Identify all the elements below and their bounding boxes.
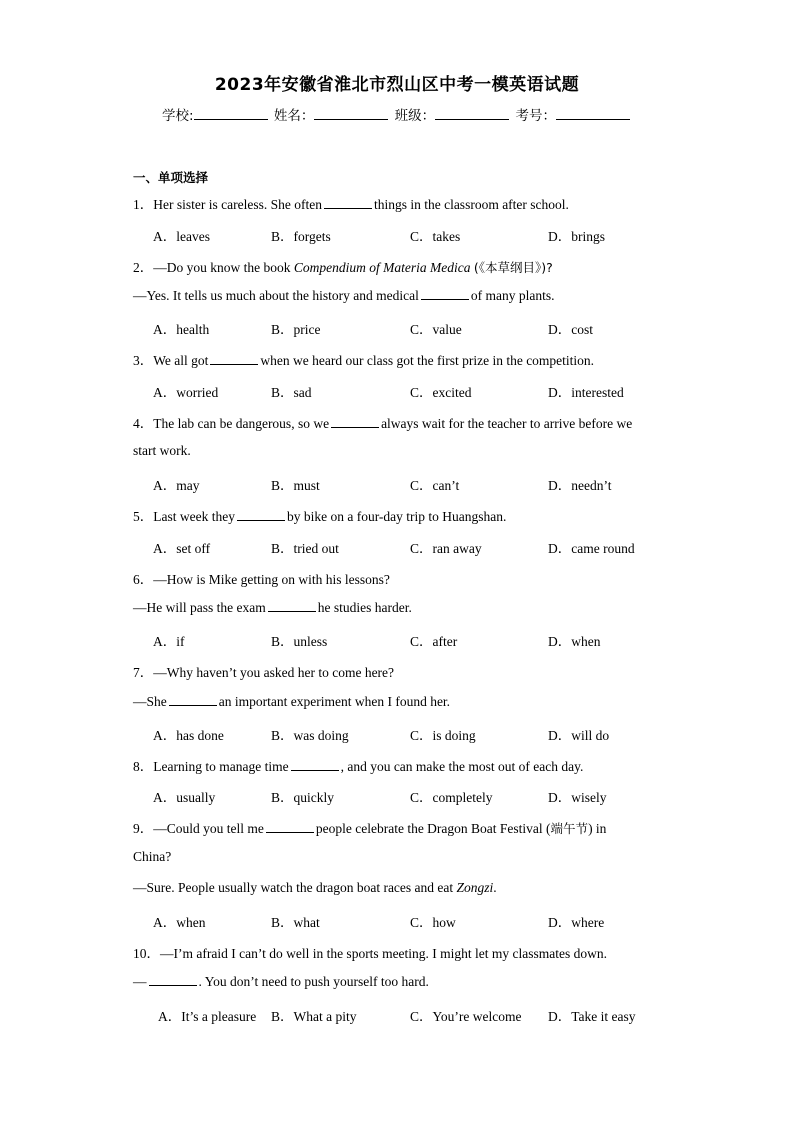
- option-b[interactable]: B．unless: [271, 634, 328, 649]
- question-number: 4．: [133, 416, 154, 431]
- question-text: ) in: [588, 821, 607, 836]
- question-number: 5．: [133, 509, 154, 524]
- school-label: 学校:: [162, 108, 194, 124]
- question-text: —Yes. It tells us much about the history and medical: [133, 288, 419, 303]
- question-text: —She: [133, 694, 167, 709]
- options-3: [153, 381, 673, 399]
- option-c[interactable]: C．You’re welcome: [410, 1009, 522, 1024]
- id-field[interactable]: [556, 107, 630, 120]
- option-c[interactable]: C．how: [410, 915, 456, 930]
- options-1: [153, 225, 673, 243]
- question-10-line-2: [133, 973, 429, 990]
- question-number: 9．: [133, 821, 154, 836]
- question-number: 10．: [133, 946, 160, 961]
- question-text: Zongzi: [456, 880, 494, 895]
- answer-blank: [268, 599, 316, 612]
- question-text: —How is Mike getting on with his lessons?: [153, 572, 390, 587]
- question-text: We all got: [153, 353, 209, 368]
- question-text: Her sister is careless. She often: [153, 197, 322, 212]
- options-10: [158, 1005, 678, 1023]
- question-text: always wait for the teacher to arrive before we: [381, 416, 633, 431]
- question-text: by bike on a four-day trip to Huangshan.: [286, 509, 507, 524]
- question-4: [133, 412, 632, 432]
- option-d[interactable]: D．when: [548, 634, 601, 649]
- option-c[interactable]: C．completely: [410, 790, 493, 805]
- option-a[interactable]: A．health: [153, 322, 210, 337]
- option-b[interactable]: B．what: [271, 915, 320, 930]
- page-title: 2023年安徽省淮北市烈山区中考一模英语试题: [214, 75, 580, 95]
- option-a[interactable]: A．when: [153, 915, 206, 930]
- question-text: .: [493, 880, 497, 895]
- option-d[interactable]: D．cost: [548, 322, 593, 337]
- question-text: 端午节: [550, 821, 589, 836]
- question-number: 2．: [133, 260, 154, 275]
- option-c[interactable]: C．value: [410, 322, 462, 337]
- option-d[interactable]: D．came round: [548, 541, 635, 556]
- option-b[interactable]: B．must: [271, 478, 320, 493]
- options-6: [153, 630, 673, 648]
- option-a[interactable]: A．if: [153, 634, 185, 649]
- answer-blank: [210, 352, 258, 365]
- question-number: 1．: [133, 197, 154, 212]
- option-c[interactable]: C．after: [410, 634, 458, 649]
- answer-blank: [421, 287, 469, 300]
- question-text: —Why haven’t you asked her to come here?: [153, 665, 395, 680]
- answer-blank: [324, 196, 372, 209]
- question-2-line-2: [133, 287, 554, 304]
- question-6: [133, 568, 390, 588]
- options-2: [153, 318, 673, 336]
- option-a[interactable]: A．worried: [153, 385, 219, 400]
- question-text: —Do you know the book: [153, 260, 291, 275]
- question-text: people celebrate the Dragon Boat Festival (: [315, 821, 551, 836]
- answer-blank: [266, 820, 314, 833]
- question-7-line-2: [133, 693, 450, 710]
- options-9: [153, 911, 673, 929]
- book-title: Compendium of Materia Medica: [293, 260, 471, 275]
- question-text: things in the classroom after school.: [373, 197, 569, 212]
- option-d[interactable]: D．where: [548, 915, 605, 930]
- options-7: [153, 724, 673, 742]
- question-text: , and you can make the most out of each day.: [340, 759, 584, 774]
- question-9-line-2: China?: [133, 849, 172, 864]
- question-text: when we heard our class got the first prize in the competition.: [260, 353, 595, 368]
- option-b[interactable]: B．sad: [271, 385, 312, 400]
- question-text: Last week they: [153, 509, 235, 524]
- question-10: [133, 942, 607, 962]
- question-4-line-2: start work.: [133, 443, 191, 458]
- school-field[interactable]: [194, 107, 268, 120]
- option-a[interactable]: A．leaves: [153, 229, 210, 244]
- option-c[interactable]: C．excited: [410, 385, 472, 400]
- id-label: 考号：: [515, 108, 556, 124]
- option-c[interactable]: C．is doing: [410, 728, 476, 743]
- question-text: Learning to manage time: [153, 759, 289, 774]
- question-2: [133, 256, 553, 276]
- option-d[interactable]: D．will do: [548, 728, 610, 743]
- question-number: 3．: [133, 353, 154, 368]
- question-text: an important experiment when I found her.: [218, 694, 451, 709]
- answer-blank: [149, 973, 197, 986]
- question-8: [133, 755, 583, 775]
- class-label: 班级：: [394, 108, 436, 124]
- question-number: 6．: [133, 572, 154, 587]
- option-a[interactable]: A．may: [153, 478, 200, 493]
- question-9: [133, 817, 606, 837]
- option-d[interactable]: D．Take it easy: [548, 1009, 636, 1024]
- option-b[interactable]: B．forgets: [271, 229, 331, 244]
- options-8: [153, 786, 673, 804]
- option-c[interactable]: C．takes: [410, 229, 461, 244]
- section-title: 一、单项选择: [133, 170, 209, 185]
- option-a[interactable]: A．set off: [153, 541, 211, 556]
- question-number: 8．: [133, 759, 154, 774]
- option-d[interactable]: D．wisely: [548, 790, 607, 805]
- question-5: [133, 505, 506, 525]
- option-b[interactable]: B．quickly: [271, 790, 334, 805]
- options-4: [153, 474, 673, 492]
- option-d[interactable]: D．brings: [548, 229, 605, 244]
- question-text: (《本草纲目》)?: [473, 260, 553, 275]
- question-text: —He will pass the exam: [133, 600, 266, 615]
- name-field[interactable]: [314, 107, 388, 120]
- option-b[interactable]: B．price: [271, 322, 321, 337]
- question-number: 7．: [133, 665, 154, 680]
- question-7: [133, 661, 394, 681]
- option-a[interactable]: A．usually: [153, 790, 216, 805]
- question-1: [133, 193, 569, 213]
- option-a[interactable]: A．has done: [153, 728, 224, 743]
- option-a[interactable]: A．It’s a pleasure: [158, 1009, 257, 1024]
- options-5: [153, 537, 673, 555]
- question-9-line-3: [133, 880, 497, 896]
- question-text: —I’m afraid I can’t do well in the sports meeting. I might let my classmates down.: [160, 946, 608, 961]
- option-d[interactable]: D．needn’t: [548, 478, 612, 493]
- question-text: The lab can be dangerous, so we: [153, 416, 330, 431]
- answer-blank: [291, 758, 339, 771]
- option-b[interactable]: B．What a pity: [271, 1009, 357, 1024]
- question-6-line-2: [133, 599, 412, 616]
- option-d[interactable]: D．interested: [548, 385, 624, 400]
- answer-blank: [169, 693, 217, 706]
- option-b[interactable]: B．was doing: [271, 728, 349, 743]
- option-b[interactable]: B．tried out: [271, 541, 339, 556]
- question-text: —Sure. People usually watch the dragon boat races and eat: [133, 880, 454, 895]
- class-field[interactable]: [435, 107, 509, 120]
- option-c[interactable]: C．ran away: [410, 541, 482, 556]
- option-c[interactable]: C．can’t: [410, 478, 460, 493]
- question-text: of many plants.: [470, 288, 555, 303]
- question-text: —: [133, 974, 147, 989]
- question-3: [133, 349, 594, 369]
- question-text: . You don’t need to push yourself too hard.: [198, 974, 429, 989]
- answer-blank: [237, 508, 285, 521]
- question-text: he studies harder.: [317, 600, 412, 615]
- question-text: —Could you tell me: [153, 821, 264, 836]
- student-info-row: [0, 104, 794, 124]
- answer-blank: [331, 415, 379, 428]
- name-label: 姓名：: [273, 108, 315, 124]
